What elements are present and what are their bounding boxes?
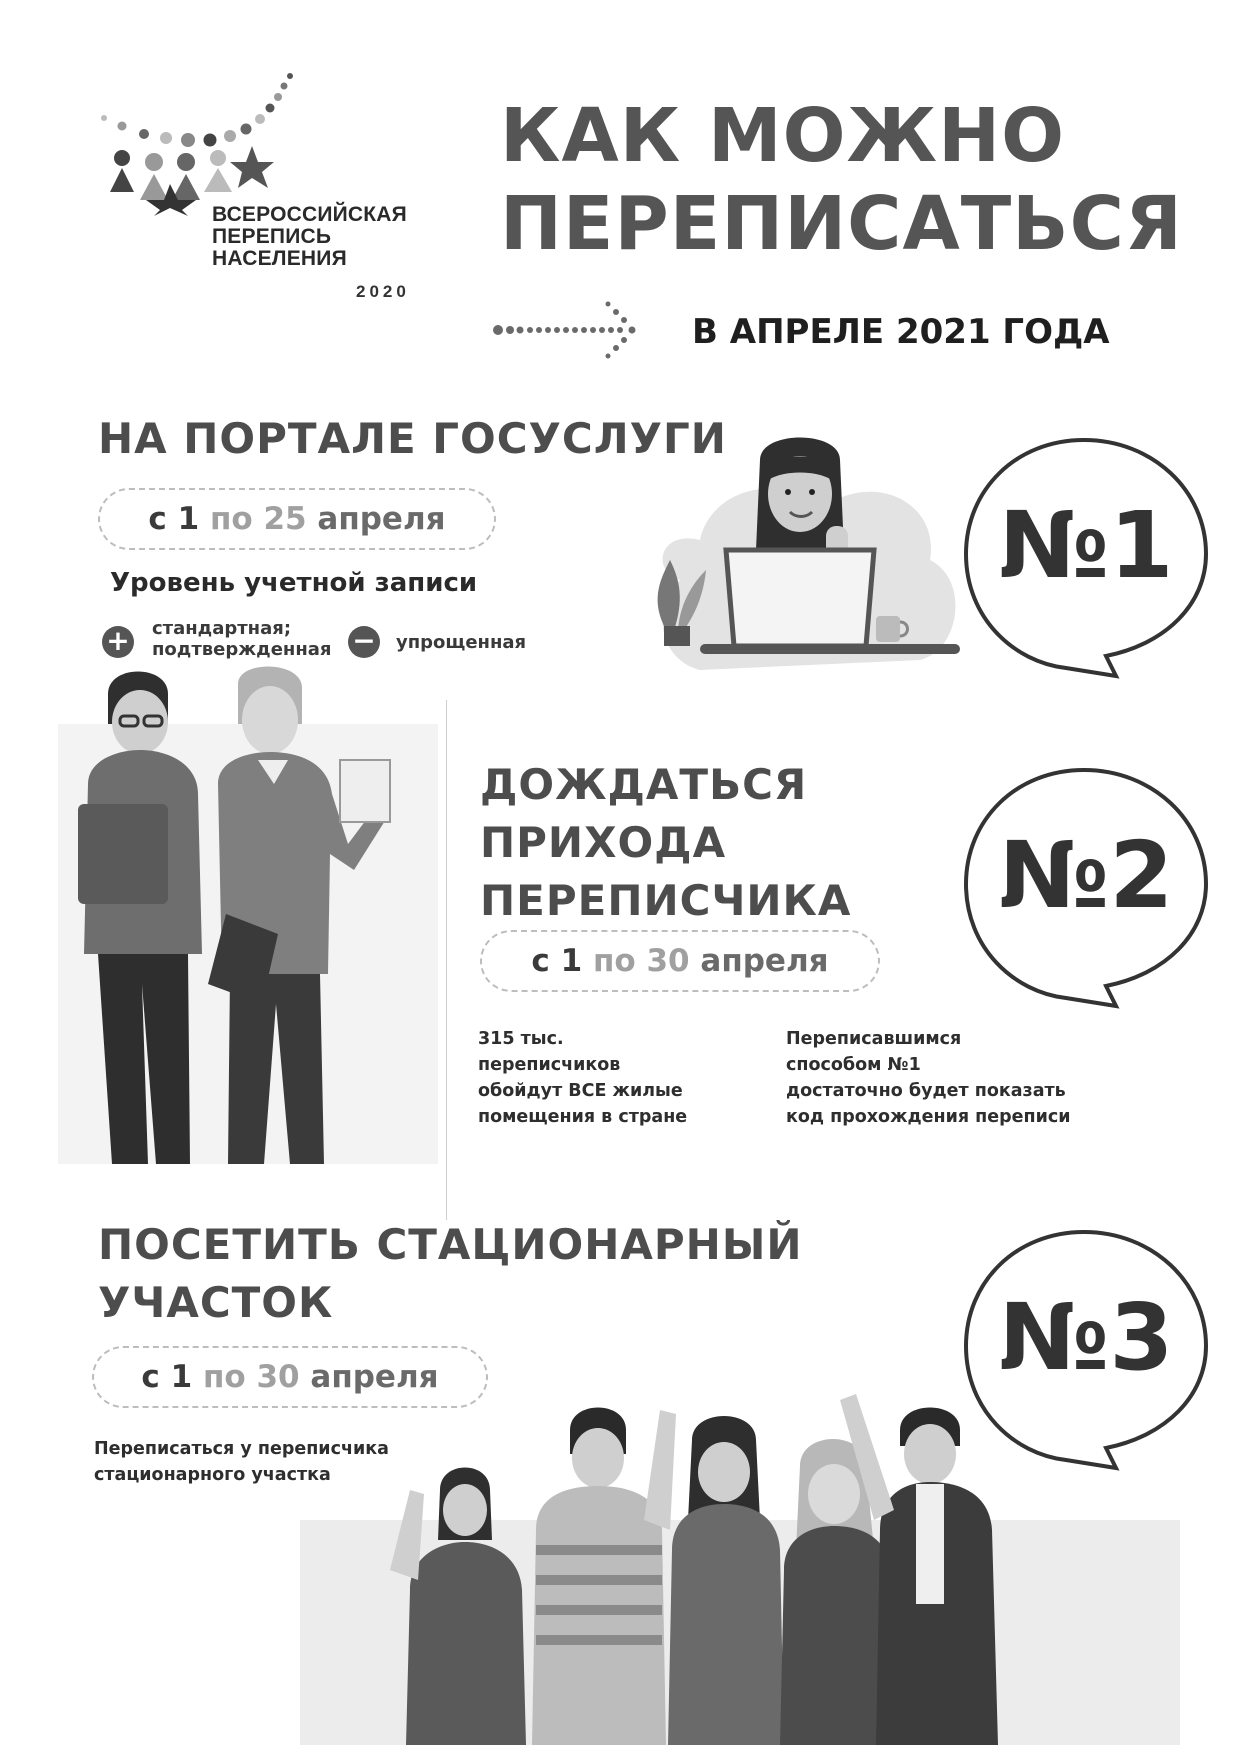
date-from: с 1 (141, 1359, 193, 1395)
dotted-arrow-icon (492, 300, 652, 360)
note-line: Переписаться у переписчика (94, 1439, 389, 1459)
date-from: с 1 (148, 501, 200, 537)
bullet-line: подтвержденная (152, 639, 332, 660)
census-takers-illustration (58, 664, 438, 1184)
heading-line: ПРИХОДА (480, 818, 727, 867)
minus-icon: − (348, 626, 380, 658)
date-to: по 30 (592, 943, 690, 979)
heading-line: УЧАСТОК (98, 1278, 334, 1327)
section-heading-station (98, 1216, 858, 1332)
section-heading-gosuslugi: НА ПОРТАЛЕ ГОСУСЛУГИ (98, 414, 727, 463)
date-month: апреля (700, 943, 829, 979)
note-line: достаточно будет показать (786, 1081, 1066, 1101)
date-from: с 1 (531, 943, 583, 979)
page-title (500, 92, 1200, 268)
date-to: по 25 (209, 501, 307, 537)
people-group-illustration (300, 1370, 1180, 1745)
heading-line: ПЕРЕПИСЧИКА (480, 876, 852, 925)
logo-line: НАСЕЛЕНИЯ (212, 247, 347, 270)
title-line: КАК МОЖНО (500, 93, 1065, 179)
note-line: способом №1 (786, 1055, 921, 1075)
method-number-2: №2 (998, 822, 1174, 929)
note-line: обойдут ВСЕ жилые (478, 1081, 683, 1101)
logo-year: 2020 (356, 282, 410, 301)
logo-line: ВСЕРОССИЙСКАЯ (212, 203, 407, 226)
woman-laptop-illustration (640, 430, 980, 740)
date-pill (480, 930, 880, 992)
account-level-label: Уровень учетной записи (110, 568, 478, 598)
subtitle-date: В АПРЕЛЕ 2021 ГОДА (692, 312, 1110, 352)
note-line: код прохождения переписи (786, 1107, 1071, 1127)
date-month: апреля (310, 1359, 439, 1395)
vertical-divider (446, 700, 447, 1220)
logo-text (212, 204, 442, 270)
method-number-1: №1 (998, 492, 1174, 599)
note-line: 315 тыс. (478, 1029, 564, 1049)
note-line: стационарного участка (94, 1465, 331, 1485)
date-month: апреля (317, 501, 446, 537)
plus-bullet-text (152, 618, 352, 660)
section-heading-census-taker (480, 756, 900, 930)
method-number-3: №3 (998, 1284, 1174, 1391)
title-line: ПЕРЕПИСАТЬСЯ (500, 181, 1183, 267)
note-line: Переписавшимся (786, 1029, 962, 1049)
note-line: переписчиков (478, 1055, 621, 1075)
heading-line: ПОСЕТИТЬ СТАЦИОНАРНЫЙ (98, 1220, 803, 1269)
date-pill (98, 488, 496, 550)
minus-bullet-text: упрощенная (396, 632, 527, 653)
census-takers-note (478, 1026, 738, 1130)
census-logo-icon (92, 66, 302, 216)
heading-line: ДОЖДАТЬСЯ (480, 760, 808, 809)
date-to: по 30 (202, 1359, 300, 1395)
logo-line: ПЕРЕПИСЬ (212, 225, 332, 248)
census-code-note (786, 1026, 1126, 1130)
bullet-line: стандартная; (152, 618, 292, 639)
plus-icon: + (102, 626, 134, 658)
note-line: помещения в стране (478, 1107, 688, 1127)
